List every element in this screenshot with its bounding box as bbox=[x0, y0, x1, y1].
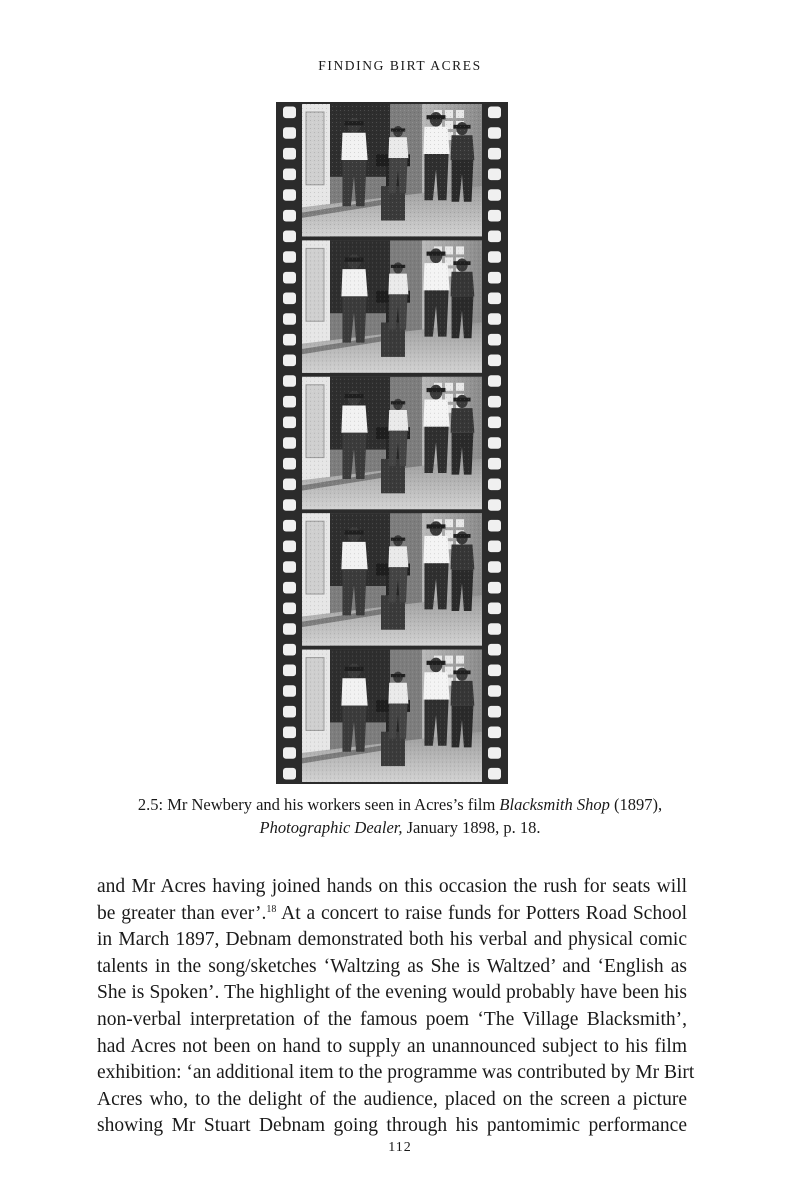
sprocket-hole bbox=[488, 293, 501, 305]
body-line: in March 1897, Debnam demonstrated both his verbal and physical comic bbox=[97, 929, 687, 951]
sprocket-hole bbox=[488, 706, 501, 718]
sprocket-hole bbox=[488, 520, 501, 532]
sprocket-hole bbox=[283, 251, 296, 263]
body-line-2-start: be greater than ever’. bbox=[97, 902, 267, 924]
sprocket-hole bbox=[488, 396, 501, 408]
sprocket-hole bbox=[283, 375, 296, 387]
sprocket-hole bbox=[488, 603, 501, 615]
sprocket-hole bbox=[488, 313, 501, 325]
sprocket-hole bbox=[283, 417, 296, 429]
sprocket-hole bbox=[488, 768, 501, 780]
sprocket-hole bbox=[283, 210, 296, 222]
body-line-2-end: At a concert to raise funds for Potters Road School bbox=[276, 902, 687, 924]
caption-publication: Photographic Dealer, bbox=[259, 818, 403, 837]
sprocket-hole bbox=[488, 644, 501, 656]
sprocket-hole bbox=[488, 623, 501, 635]
body-line bbox=[97, 901, 687, 928]
sprocket-hole bbox=[283, 706, 296, 718]
body-line: non-verbal interpretation of the famous poem ‘The Village Blacksmith’, bbox=[97, 1008, 687, 1030]
sprocket-hole bbox=[283, 685, 296, 697]
body-line: and Mr Acres having joined hands on this occasion the rush for seats will bbox=[97, 876, 687, 897]
sprocket-hole bbox=[488, 727, 501, 739]
sprocket-hole bbox=[488, 499, 501, 511]
sprocket-hole bbox=[488, 541, 501, 553]
film-frame bbox=[302, 377, 482, 509]
body-line: exhibition: ‘an additional item to the programme was contributed by Mr Birt bbox=[97, 1062, 695, 1084]
sprocket-hole bbox=[283, 541, 296, 553]
sprocket-hole bbox=[488, 148, 501, 160]
sprocket-hole bbox=[283, 127, 296, 139]
caption-middle: (1897), bbox=[609, 795, 663, 814]
sprocket-hole bbox=[488, 272, 501, 284]
sprocket-hole bbox=[488, 561, 501, 573]
sprocket-hole bbox=[283, 107, 296, 119]
body-line: showing Mr Stuart Debnam going through his pantomimic performance bbox=[97, 1115, 687, 1137]
sprocket-hole bbox=[488, 747, 501, 759]
sprocket-hole bbox=[488, 375, 501, 387]
sprocket-hole bbox=[488, 169, 501, 181]
sprocket-hole bbox=[488, 210, 501, 222]
sprocket-hole bbox=[283, 582, 296, 594]
caption-film-title: Blacksmith Shop bbox=[499, 795, 610, 814]
film-frame bbox=[302, 650, 482, 782]
sprocket-hole bbox=[283, 396, 296, 408]
sprocket-hole bbox=[488, 582, 501, 594]
sprocket-hole bbox=[488, 479, 501, 491]
sprocket-hole bbox=[283, 189, 296, 201]
sprocket-hole bbox=[283, 231, 296, 243]
caption-suffix: January 1898, p. 18. bbox=[402, 818, 541, 837]
sprocket-hole bbox=[283, 293, 296, 305]
figure-caption bbox=[120, 793, 680, 839]
sprocket-hole bbox=[488, 437, 501, 449]
sprocket-hole bbox=[488, 127, 501, 139]
sprocket-hole bbox=[488, 685, 501, 697]
sprocket-hole bbox=[488, 231, 501, 243]
sprocket-hole bbox=[283, 272, 296, 284]
sprocket-hole bbox=[283, 747, 296, 759]
sprocket-hole bbox=[283, 458, 296, 470]
film-frame bbox=[302, 240, 482, 372]
sprocket-hole bbox=[488, 107, 501, 119]
body-line: Acres who, to the delight of the audience, placed on the screen a picture bbox=[97, 1088, 687, 1110]
sprocket-hole bbox=[283, 561, 296, 573]
sprocket-hole bbox=[488, 251, 501, 263]
film-strip-image bbox=[276, 102, 508, 784]
body-line: had Acres not been on hand to supply an unannounced subject to his film bbox=[97, 1035, 687, 1057]
sprocket-hole bbox=[283, 334, 296, 346]
sprocket-hole bbox=[488, 189, 501, 201]
body-line: She is Spoken’. The highlight of the evening would probably have been his bbox=[97, 982, 687, 1004]
film-strip-figure bbox=[276, 102, 508, 784]
sprocket-hole bbox=[283, 148, 296, 160]
film-frame bbox=[302, 104, 482, 236]
body-paragraph bbox=[97, 874, 695, 1140]
sprocket-hole bbox=[488, 355, 501, 367]
running-head: FINDING BIRT ACRES bbox=[318, 58, 482, 73]
sprocket-hole bbox=[283, 499, 296, 511]
film-frame bbox=[302, 513, 482, 645]
sprocket-hole bbox=[283, 603, 296, 615]
sprocket-hole bbox=[283, 355, 296, 367]
sprocket-hole bbox=[488, 665, 501, 677]
sprocket-hole bbox=[283, 313, 296, 325]
sprocket-hole bbox=[488, 458, 501, 470]
sprocket-hole bbox=[283, 768, 296, 780]
page-number: 112 bbox=[388, 1140, 412, 1155]
sprocket-hole bbox=[283, 520, 296, 532]
sprocket-hole bbox=[283, 437, 296, 449]
sprocket-hole bbox=[283, 665, 296, 677]
caption-prefix: 2.5: Mr Newbery and his workers seen in Acres’s film bbox=[137, 795, 500, 814]
sprocket-hole bbox=[488, 417, 501, 429]
footnote-ref[interactable]: 18 bbox=[266, 903, 277, 915]
sprocket-hole bbox=[283, 169, 296, 181]
sprocket-hole bbox=[488, 334, 501, 346]
sprocket-hole bbox=[283, 644, 296, 656]
body-line: talents in the song/sketches ‘Waltzing as She is Waltzed’ and ‘English as bbox=[97, 955, 687, 977]
sprocket-hole bbox=[283, 479, 296, 491]
sprocket-hole bbox=[283, 623, 296, 635]
sprocket-hole bbox=[283, 727, 296, 739]
